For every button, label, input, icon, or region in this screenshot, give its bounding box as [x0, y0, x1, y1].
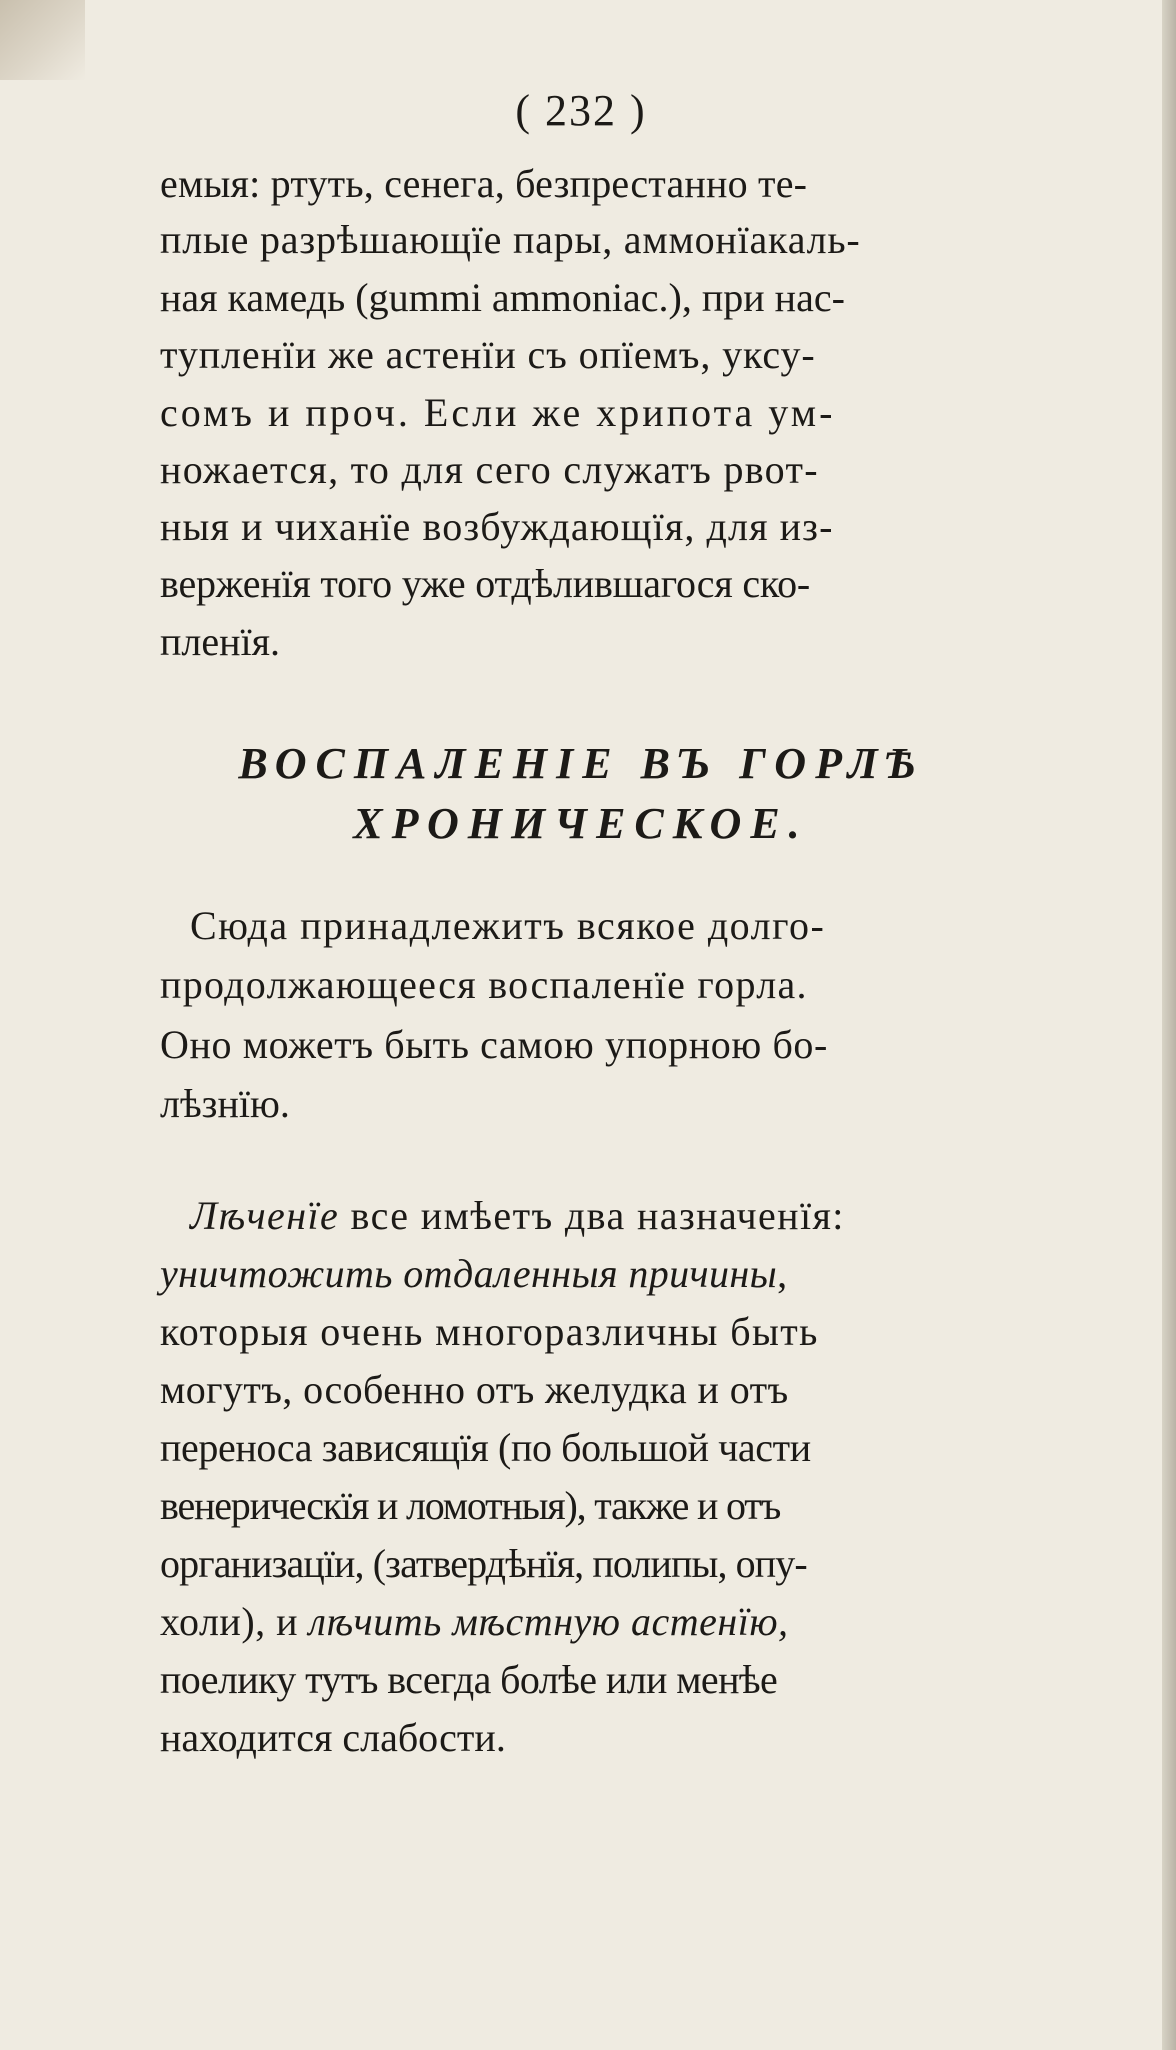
- paragraph-2-line: Оно можетъ быть самою упорною бо-: [160, 1022, 828, 1067]
- emphasis-remote-causes: уничтожить отдаленныя причины: [160, 1251, 778, 1296]
- paragraph-1-line: емыя: ртуть, сенега, безпрестанно те-: [160, 161, 808, 206]
- paragraph-3-line: [190, 1192, 845, 1240]
- paragraph-3-line: могутъ, особенно отъ желудка и отъ: [160, 1367, 789, 1412]
- emphasis-treatment: Лѣченїе: [190, 1193, 340, 1238]
- paragraph-2-line: лѣзнїю.: [160, 1081, 290, 1126]
- section-heading-line-2: ХРОНИЧЕСКОЕ.: [353, 799, 809, 848]
- paragraph-3-line: поелику тутъ всегда болѣе или менѣе: [160, 1657, 778, 1702]
- paragraph-2-line: Сюда принадлежитъ всякое долго-: [190, 903, 826, 948]
- paragraph-1-line: сомъ и проч. Если же хрипота ум-: [160, 390, 836, 435]
- page-number: ( 232 ): [515, 86, 647, 135]
- emphasis-local-asthenia: лѣчить мѣстную астенїю,: [308, 1599, 789, 1644]
- paragraph-1-line: пленїя.: [160, 619, 281, 664]
- paragraph-3-line: [160, 1598, 789, 1646]
- paragraph-3-text: все имѣетъ два назначенїя:: [339, 1193, 845, 1238]
- paragraph-3-line: организацїи, (затвердѣнїя, полипы, опу-: [160, 1541, 807, 1586]
- paragraph-3-line: венерическїя и ломотныя), также и отъ: [160, 1483, 781, 1528]
- paragraph-3-line: находится слабости.: [160, 1715, 506, 1760]
- paragraph-1-line: ная камедь (gummi ammoniac.), при нас-: [160, 275, 845, 320]
- paragraph-3-text: ,: [777, 1251, 788, 1296]
- paragraph-1-line: ножается, то для сего служатъ рвот-: [160, 447, 819, 492]
- paragraph-3-line: которыя очень многоразличны быть: [160, 1309, 819, 1354]
- paragraph-1-line: тупленїи же астенїи съ опїемъ, уксу-: [160, 332, 816, 377]
- page-edge-shadow: [1162, 0, 1176, 2050]
- paragraph-3-line: [160, 1250, 788, 1298]
- section-heading-line-1: ВОСПАЛЕНІЕ ВЪ ГОРЛѢ: [238, 739, 924, 788]
- paragraph-3-text: холи), и: [160, 1599, 309, 1644]
- paragraph-3-line: переноса зависящїя (по большой части: [160, 1425, 811, 1470]
- paragraph-1-line: ныя и чиханїе возбуждающїя, для из-: [160, 504, 834, 549]
- page-corner-stain: [0, 0, 85, 80]
- paragraph-2-line: продолжающееся воспаленїе горла.: [160, 962, 808, 1007]
- paragraph-1-line: плые разрѣшающїе пары, аммонїакаль-: [160, 217, 861, 262]
- paragraph-1-line: верженїя того уже отдѣлившагося ско-: [160, 561, 811, 606]
